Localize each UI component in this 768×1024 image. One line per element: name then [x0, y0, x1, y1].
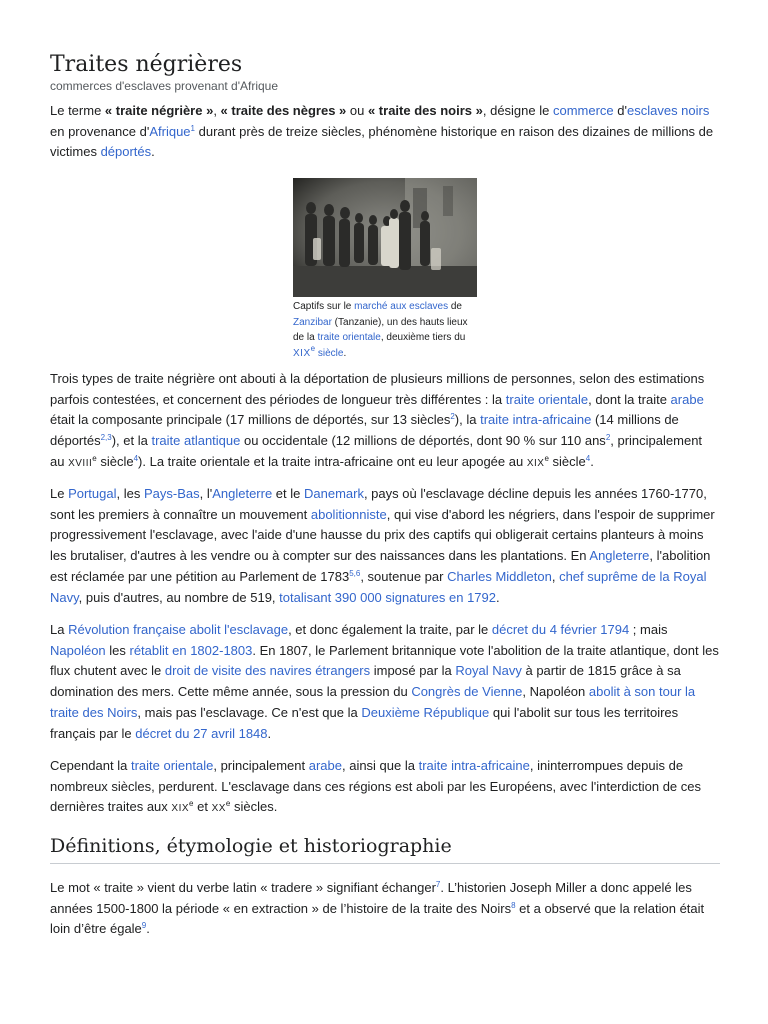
link-deportes[interactable]: déportés: [100, 144, 152, 160]
reference-link[interactable]: 4: [133, 453, 139, 463]
paragraph-definitions: Le mot « traite » vient du verbe latin « tradere » signifiant échanger$^7$. L’historien Joseph Miller a donc appelé les années 1500-1800 la période « en extraction » de l’histoire de la traite des Noirs$^8$ et a observé que la relation était loin d’être égale$^9$.: [50, 880, 705, 937]
reference-link[interactable]: 8: [511, 900, 516, 910]
reference-link[interactable]: 2,3: [100, 433, 112, 443]
link-marche-esclaves[interactable]: marché aux esclaves: [354, 301, 449, 312]
link-royal-navy[interactable]: Royal Navy: [455, 663, 522, 679]
link-traite-orientale[interactable]: traite orientale: [317, 332, 381, 343]
section-heading: Définitions, étymologie et historiographie: [50, 835, 720, 864]
link-traite-intra-africaine[interactable]: traite intra-africaine: [418, 758, 530, 773]
paragraph-revolution: La Révolution française abolit l'esclavage, et donc également la traite, par le décret du 4 février 1794 ; mais Napoléon les rétablit en 1802-1803. En 1807, le Parlement britannique vote l'abolition de la traite atlantique, dont les flux chutent avec le droit de visite des navires étrangers imposé par la Royal Navy à partir de 1815 grâce à sa domination des mers. Cette même année, sous la pression du Congrès de Vienne, Napoléon abolit à son tour la traite des Noirs, mais pas l'esclavage. Ce n'est que la Deuxième République qui l'abolit sur tous les territoires français par le décret du 27 avril 1848.: [50, 622, 719, 741]
link-abolit-traite-noirs[interactable]: abolit à son tour la traite des Noirs: [50, 684, 696, 720]
figure: [293, 178, 477, 361]
link-revolution-francaise[interactable]: Révolution française abolit l'esclavage: [68, 622, 289, 637]
link-traite-atlantique[interactable]: traite atlantique: [151, 433, 241, 449]
link-deuxieme-republique[interactable]: Deuxième République: [361, 704, 490, 720]
reference-link[interactable]: 2: [605, 433, 611, 443]
link-pays-bas[interactable]: Pays-Bas: [143, 486, 200, 501]
page-title: Traites négrières: [50, 52, 243, 77]
link-afrique[interactable]: Afrique: [149, 123, 191, 139]
link-esclaves-noirs[interactable]: esclaves noirs: [626, 103, 710, 118]
link-traite-intra-africaine[interactable]: traite intra-africaine: [480, 412, 592, 428]
link-napoleon[interactable]: Napoléon: [50, 642, 106, 658]
link-portugal[interactable]: Portugal: [68, 486, 117, 501]
link-zanzibar[interactable]: Zanzibar: [293, 316, 332, 328]
link-abolitionniste[interactable]: abolitionniste: [310, 506, 387, 522]
term-bold: « traite négrière »: [104, 103, 214, 118]
page-subtitle: commerces d'esclaves provenant d'Afrique: [50, 79, 279, 93]
link-droit-de-visite[interactable]: droit de visite des navires étrangers: [164, 663, 371, 679]
zanzibar-captives-photo[interactable]: [293, 178, 477, 297]
link-traite-orientale[interactable]: traite orientale: [505, 391, 589, 407]
link-charles-middleton[interactable]: Charles Middleton: [447, 568, 552, 584]
paragraph-types: Trois types de traite négrière ont abouti à la déportation de plusieurs millions de personnes, selon des estimations parfois contestées, et concernent des périodes de longueur très différentes : la traite orientale, dont la traite arabe était la composante principale (17 millions de déportés, sur 13 siècles$^2$), la traite intra-africaine (14 millions de déportés$^{2,3}$), et la traite atlantique ou occidentale (12 millions de déportés, dont 90 % sur 110 ans$^2$, principalement au XVIIIe siècle$^4$). La traite orientale et la traite intra-africaine ont eu leur apogée au XIXe siècle$^4$.: [50, 371, 705, 469]
link-signatures-1792[interactable]: totalisant 390 000 signatures en 1792: [279, 589, 496, 605]
paragraph-cependant: Cependant la traite orientale, principalement arabe, ainsi que la traite intra-africaine, ininterrompues depuis de nombreux siècles, perdurent. L'esclavage dans ces régions est aboli par les Européens, avec l'interdiction de ces dernières traites aux XIXe et XXe siècles.: [50, 758, 701, 815]
link-xixe-siecle[interactable]: XIXe siècle: [293, 343, 344, 359]
paragraph-abolitionnisme: Le Portugal, les Pays-Bas, l'Angleterre et le Danemark, pays où l'esclavage décline depuis les années 1760-1770, sont les premiers à connaître un mouvement abolitionniste, qui vise d'abord les négriers, dans l'espoir de supprimer progressivement l'esclavage, avec l'aide d'une hausse du prix des captifs qui obligerait certains planteurs à moins les brutaliser, d'autres à les vendre ou à compter sur des naissances dans les plantations. En Angleterre, l'abolition est réclamée par une pétition au Parlement de 1783$^{5,6}$, soutenue par Charles Middleton, chef suprême de la Royal Navy, puis d'autres, au nombre de 519, totalisant 390 000 signatures en 1792.: [50, 486, 715, 605]
link-angleterre[interactable]: Angleterre: [212, 486, 273, 501]
reference-link[interactable]: 2: [450, 412, 455, 422]
link-retablit-1802[interactable]: rétablit en 1802-1803: [129, 642, 253, 658]
link-traite-orientale[interactable]: traite orientale: [130, 758, 214, 773]
link-decret-1794[interactable]: décret du 4 février 1794: [491, 622, 630, 637]
link-arabe[interactable]: arabe: [670, 391, 704, 407]
link-danemark[interactable]: Danemark: [303, 486, 364, 501]
reference-link[interactable]: 9: [141, 921, 147, 931]
reference-link[interactable]: 1: [190, 123, 195, 133]
link-chef-royal-navy[interactable]: chef suprême de la Royal Navy: [50, 568, 707, 605]
term-bold: « traite des noirs »: [367, 103, 483, 118]
term-bold: « traite des nègres »: [220, 103, 347, 118]
reference-link[interactable]: 4: [585, 453, 591, 463]
reference-link[interactable]: 7: [435, 880, 441, 889]
link-decret-1848[interactable]: décret du 27 avril 1848: [135, 725, 268, 741]
intro-paragraph: Le terme « traite négrière », « traite des nègres » ou « traite des noirs », désigne le commerce d'esclaves noirs en provenance d'Afrique$^1$ durant près de treize siècles, phénomène historique en raison des dizaines de millions de victimes déportés.: [50, 103, 714, 160]
reference-link[interactable]: 5,6: [349, 568, 361, 578]
link-commerce[interactable]: commerce: [552, 103, 614, 118]
link-arabe[interactable]: arabe: [308, 758, 342, 773]
link-angleterre[interactable]: Angleterre: [589, 548, 650, 564]
link-congres-vienne[interactable]: Congrès de Vienne: [411, 684, 523, 700]
figure-caption: Captifs sur le marché aux esclaves de Zanzibar (Tanzanie), un des hauts lieux de la traite orientale, deuxième tiers du XIXe siècle.: [293, 301, 468, 359]
